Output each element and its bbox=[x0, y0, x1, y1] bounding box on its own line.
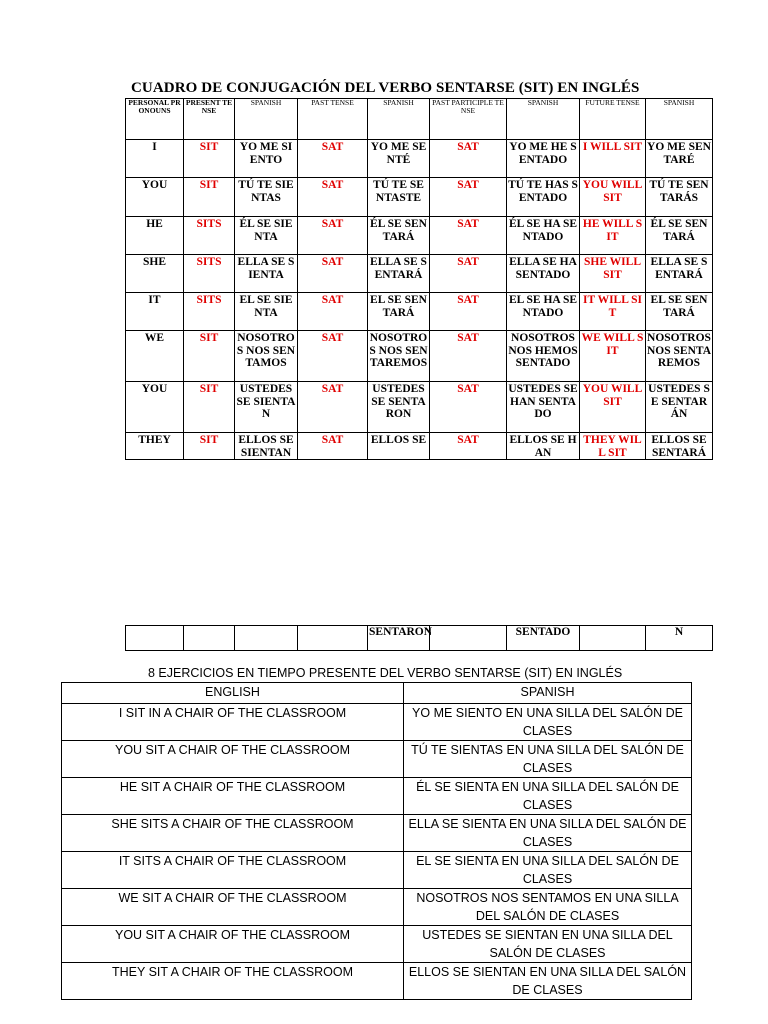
pronoun-cell: HE bbox=[126, 217, 184, 255]
future-tense-cell: YOU WILL SIT bbox=[580, 382, 646, 433]
table-cell: SENTADO bbox=[507, 626, 580, 651]
spanish-present-cell: NOSOTROS NOS SENTAMOS bbox=[235, 331, 298, 382]
pronoun-cell: IT bbox=[126, 293, 184, 331]
spanish-present-cell: EL SE SIENTA bbox=[235, 293, 298, 331]
future-tense-cell: IT WILL SIT bbox=[580, 293, 646, 331]
exercise-spanish: NOSOTROS NOS SENTAMOS EN UNA SILLA DEL SALÓN DE CLASES bbox=[404, 889, 692, 926]
spanish-future-cell: NOSOTROS NOS SENTAREMOS bbox=[646, 331, 713, 382]
header-spanish: SPANISH bbox=[235, 99, 298, 140]
pronoun-cell: THEY bbox=[126, 433, 184, 460]
spanish-perfect-cell: EL SE HA SENTADO bbox=[507, 293, 580, 331]
exercise-english: SHE SITS A CHAIR OF THE CLASSROOM bbox=[62, 815, 404, 852]
exercise-english: HE SIT A CHAIR OF THE CLASSROOM bbox=[62, 778, 404, 815]
past-participle-cell: SAT bbox=[430, 331, 507, 382]
past-tense-cell: SAT bbox=[298, 331, 368, 382]
table-cell bbox=[184, 626, 235, 651]
past-participle-cell: SAT bbox=[430, 217, 507, 255]
present-tense-cell: SIT bbox=[184, 433, 235, 460]
spanish-past-cell: EL SE SENTARÁ bbox=[368, 293, 430, 331]
spanish-past-cell: TÚ TE SENTASTE bbox=[368, 178, 430, 217]
conjugation-row bbox=[126, 433, 713, 460]
exercises-table bbox=[61, 682, 692, 1000]
past-tense-cell: SAT bbox=[298, 178, 368, 217]
table-cell: N bbox=[646, 626, 713, 651]
table-cell bbox=[430, 626, 507, 651]
spanish-present-cell: ELLOS SE SIENTAN bbox=[235, 433, 298, 460]
spanish-future-cell: ÉL SE SENTARÁ bbox=[646, 217, 713, 255]
header-spanish: SPANISH bbox=[368, 99, 430, 140]
past-tense-cell: SAT bbox=[298, 293, 368, 331]
future-tense-cell: SHE WILL SIT bbox=[580, 255, 646, 293]
exercises-title: 8 EJERCICIOS EN TIEMPO PRESENTE DEL VERBO SENTARSE (SIT) EN INGLÉS bbox=[148, 666, 623, 680]
spanish-perfect-cell: NOSOTROS NOS HEMOS SENTADO bbox=[507, 331, 580, 382]
pronoun-cell: YOU bbox=[126, 178, 184, 217]
pronoun-cell: SHE bbox=[126, 255, 184, 293]
spanish-perfect-cell: YO ME HE SENTADO bbox=[507, 140, 580, 178]
exercise-spanish: ELLA SE SIENTA EN UNA SILLA DEL SALÓN DE CLASES bbox=[404, 815, 692, 852]
exercise-row bbox=[62, 926, 692, 963]
pronoun-cell: I bbox=[126, 140, 184, 178]
exercise-row bbox=[62, 704, 692, 741]
exercise-english: YOU SIT A CHAIR OF THE CLASSROOM bbox=[62, 741, 404, 778]
exercise-row bbox=[62, 852, 692, 889]
exercise-spanish: TÚ TE SIENTAS EN UNA SILLA DEL SALÓN DE CLASES bbox=[404, 741, 692, 778]
conjugation-row bbox=[126, 293, 713, 331]
conjugation-row bbox=[126, 255, 713, 293]
header-spanish: SPANISH bbox=[646, 99, 713, 140]
future-tense-cell: HE WILL SIT bbox=[580, 217, 646, 255]
conjugation-table bbox=[125, 98, 713, 460]
pronoun-cell: YOU bbox=[126, 382, 184, 433]
spanish-past-cell: ÉL SE SENTARÁ bbox=[368, 217, 430, 255]
conjugation-row bbox=[126, 140, 713, 178]
exercise-english: WE SIT A CHAIR OF THE CLASSROOM bbox=[62, 889, 404, 926]
past-tense-cell: SAT bbox=[298, 255, 368, 293]
table-cell bbox=[235, 626, 298, 651]
spanish-present-cell: ELLA SE SIENTA bbox=[235, 255, 298, 293]
spanish-perfect-cell: ÉL SE HA SENTADO bbox=[507, 217, 580, 255]
past-tense-cell: SAT bbox=[298, 217, 368, 255]
exercise-row bbox=[62, 889, 692, 926]
spanish-future-cell: ELLOS SE SENTARÁ bbox=[646, 433, 713, 460]
conjugation-header-row bbox=[126, 99, 713, 140]
spanish-perfect-cell: TÚ TE HAS SENTADO bbox=[507, 178, 580, 217]
exercise-english: IT SITS A CHAIR OF THE CLASSROOM bbox=[62, 852, 404, 889]
spanish-past-cell: ELLA SE SENTARÁ bbox=[368, 255, 430, 293]
conjugation-row bbox=[126, 178, 713, 217]
spanish-present-cell: TÚ TE SIENTAS bbox=[235, 178, 298, 217]
header-past-participle-tense: PAST PARTICIPLE TENSE bbox=[430, 99, 507, 140]
conjugation-row bbox=[126, 217, 713, 255]
future-tense-cell: I WILL SIT bbox=[580, 140, 646, 178]
table-cell: SENTARON bbox=[368, 626, 430, 651]
exercise-row bbox=[62, 741, 692, 778]
spanish-present-cell: YO ME SIENTO bbox=[235, 140, 298, 178]
past-tense-cell: SAT bbox=[298, 433, 368, 460]
spanish-perfect-cell: ELLOS SE HAN bbox=[507, 433, 580, 460]
table-cell bbox=[580, 626, 646, 651]
header-spanish: SPANISH bbox=[404, 683, 692, 704]
past-participle-cell: SAT bbox=[430, 382, 507, 433]
exercise-row bbox=[62, 778, 692, 815]
future-tense-cell: YOU WILL SIT bbox=[580, 178, 646, 217]
table-cell bbox=[126, 626, 184, 651]
header-past-tense: PAST TENSE bbox=[298, 99, 368, 140]
future-tense-cell: WE WILL SIT bbox=[580, 331, 646, 382]
present-tense-cell: SITS bbox=[184, 217, 235, 255]
present-tense-cell: SITS bbox=[184, 293, 235, 331]
spanish-past-cell: YO ME SENTÉ bbox=[368, 140, 430, 178]
pronoun-cell: WE bbox=[126, 331, 184, 382]
spanish-present-cell: ÉL SE SIENTA bbox=[235, 217, 298, 255]
spanish-present-cell: USTEDES SE SIENTAN bbox=[235, 382, 298, 433]
continuation-row bbox=[126, 626, 713, 651]
header-present-tense: PRESENT TENSE bbox=[184, 99, 235, 140]
spanish-past-cell: NOSOTROS NOS SENTAREMOS bbox=[368, 331, 430, 382]
future-tense-cell: THEY WILL SIT bbox=[580, 433, 646, 460]
past-tense-cell: SAT bbox=[298, 382, 368, 433]
present-tense-cell: SIT bbox=[184, 382, 235, 433]
exercise-row bbox=[62, 815, 692, 852]
conjugation-row bbox=[126, 331, 713, 382]
exercise-english: YOU SIT A CHAIR OF THE CLASSROOM bbox=[62, 926, 404, 963]
spanish-past-cell: ELLOS SE bbox=[368, 433, 430, 460]
header-spanish: SPANISH bbox=[507, 99, 580, 140]
exercise-spanish: ÉL SE SIENTA EN UNA SILLA DEL SALÓN DE CLASES bbox=[404, 778, 692, 815]
conjugation-title: CUADRO DE CONJUGACIÓN DEL VERBO SENTARSE (SIT) EN INGLÉS bbox=[131, 80, 640, 96]
past-participle-cell: SAT bbox=[430, 178, 507, 217]
spanish-perfect-cell: USTEDES SE HAN SENTADO bbox=[507, 382, 580, 433]
conjugation-row bbox=[126, 382, 713, 433]
present-tense-cell: SIT bbox=[184, 178, 235, 217]
exercise-spanish: USTEDES SE SIENTAN EN UNA SILLA DEL SALÓN DE CLASES bbox=[404, 926, 692, 963]
spanish-future-cell: USTEDES SE SENTARÁN bbox=[646, 382, 713, 433]
exercise-english: I SIT IN A CHAIR OF THE CLASSROOM bbox=[62, 704, 404, 741]
spanish-future-cell: YO ME SENTARÉ bbox=[646, 140, 713, 178]
spanish-past-cell: USTEDES SE SENTARON bbox=[368, 382, 430, 433]
present-tense-cell: SIT bbox=[184, 331, 235, 382]
spanish-perfect-cell: ELLA SE HA SENTADO bbox=[507, 255, 580, 293]
exercise-row bbox=[62, 963, 692, 1000]
past-tense-cell: SAT bbox=[298, 140, 368, 178]
past-participle-cell: SAT bbox=[430, 293, 507, 331]
table-cell bbox=[298, 626, 368, 651]
header-english: ENGLISH bbox=[62, 683, 404, 704]
exercise-spanish: YO ME SIENTO EN UNA SILLA DEL SALÓN DE CLASES bbox=[404, 704, 692, 741]
past-participle-cell: SAT bbox=[430, 255, 507, 293]
spanish-future-cell: EL SE SENTARÁ bbox=[646, 293, 713, 331]
header-personal-pronouns: PERSONAL PRONOUNS bbox=[126, 99, 184, 140]
spanish-future-cell: TÚ TE SENTARÁS bbox=[646, 178, 713, 217]
spanish-future-cell: ELLA SE SENTARÁ bbox=[646, 255, 713, 293]
exercises-header-row bbox=[62, 683, 692, 704]
present-tense-cell: SIT bbox=[184, 140, 235, 178]
past-participle-cell: SAT bbox=[430, 140, 507, 178]
past-participle-cell: SAT bbox=[430, 433, 507, 460]
present-tense-cell: SITS bbox=[184, 255, 235, 293]
header-future-tense: FUTURE TENSE bbox=[580, 99, 646, 140]
conjugation-table-continuation bbox=[125, 625, 713, 651]
exercise-english: THEY SIT A CHAIR OF THE CLASSROOM bbox=[62, 963, 404, 1000]
exercise-spanish: EL SE SIENTA EN UNA SILLA DEL SALÓN DE CLASES bbox=[404, 852, 692, 889]
exercise-spanish: ELLOS SE SIENTAN EN UNA SILLA DEL SALÓN DE CLASES bbox=[404, 963, 692, 1000]
